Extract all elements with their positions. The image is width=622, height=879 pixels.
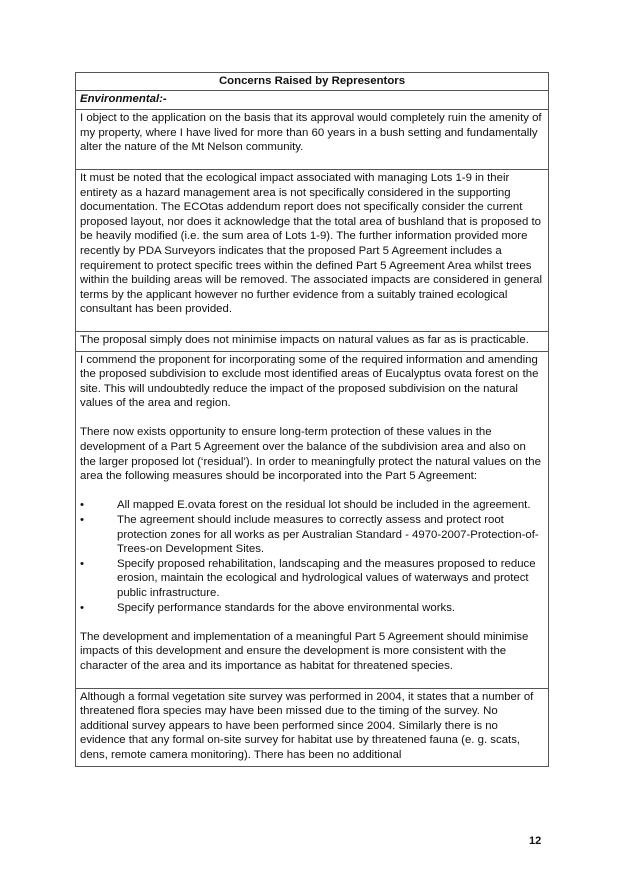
bullet-icon: •: [80, 557, 84, 570]
list-item: [80, 498, 544, 513]
concern-cell-part5-agreement: [76, 351, 549, 688]
list-item: [80, 601, 544, 616]
table-row: [76, 351, 549, 688]
table-row: [76, 90, 549, 110]
list-item-text: Specify proposed rehabilitation, landscaping and the measures proposed to reduce erosion, maintain the ecological and hydrological values of waterways and protect public infrastructure.: [117, 557, 536, 599]
paragraph-development: The development and implementation of a meaningful Part 5 Agreement should minimise impacts of this development and ensure the development is more consistent with the character of the area and its importance as habitat for threatened species.: [80, 630, 529, 672]
table-header: Concerns Raised by Representors: [76, 73, 549, 91]
table-row: [76, 169, 549, 331]
list-item-text: All mapped E.ovata forest on the residual lot should be included in the agreement.: [117, 499, 531, 512]
table-row: [76, 331, 549, 351]
paragraph-opportunity: There now exists opportunity to ensure long-term protection of these values in the development of a Part 5 Agreement over the balance of the subdivision area and also on the larger proposed lot (‘residual’). In order to meaningfully protect the natural values on the area the following measures should be incorporated into the Part 5 Agreement:: [80, 426, 541, 483]
section-label-environmental: Environmental:-: [76, 90, 549, 110]
list-item: [80, 513, 544, 557]
concern-paragraph-ecological-impact: It must be noted that the ecological impact associated with managing Lots 1-9 in their entirety as a hazard management area is not specifically considered in the supporting documentation. The ECOtas addendum report does not specifically consider the current proposed layout, nor does it acknowledge that the total area of bushland that is proposed to be heavily modified (i.e. the sum area of Lots 1-9). The further information provided more recently by PDA Surveyors indicates that the proposed Part 5 Agreement includes a requirement to protect specific trees within the defined Part 5 Agreement Area whilst trees within the building areas will be removed. The associated impacts are considered in general terms by the applicant however no further evidence from a suitably trained ecological consultant has been provided.: [76, 169, 549, 331]
concern-paragraph-survey: Although a formal vegetation site survey was performed in 2004, it states that a number of threatened flora species may have been missed due to the timing of the survey. No additional survey appears to have been performed since 2004. Similarly there is no evidence that any formal on-site survey for habitat use by threatened fauna (e. g. scats, dens, remote camera monitoring). There has been no additional: [76, 688, 549, 766]
paragraph-commend: I commend the proponent for incorporating some of the required information and amending the proposed subdivision to exclude most identified areas of Eucalyptus ovata forest on the site. This will undoubtedly reduce the impact of the proposed subdivision on the natural values of the area and region.: [80, 353, 539, 410]
concern-paragraph-natural-values: The proposal simply does not minimise impacts on natural values as far as is practicable.: [76, 331, 549, 351]
bullet-icon: •: [80, 514, 84, 527]
table-row: [76, 688, 549, 766]
bullet-icon: •: [80, 499, 84, 512]
list-item: [80, 557, 544, 601]
concerns-table: [75, 72, 549, 767]
table-header-row: [76, 73, 549, 91]
bullet-icon: •: [80, 601, 84, 614]
concern-paragraph-amenity: I object to the application on the basis that its approval would completely ruin the amenity of my property, where I have lived for more than 60 years in a bush setting and fundamentally alter the nature of the Mt Nelson community.: [76, 110, 549, 170]
table-row: [76, 110, 549, 170]
list-item-text: The agreement should include measures to correctly assess and protect root protection zones for all works as per Australian Standard - 4970-2007-Protection-of-Trees-on Development Sites.: [117, 514, 539, 556]
list-item-text: Specify performance standards for the above environmental works.: [117, 601, 456, 614]
measures-list: [80, 498, 544, 615]
page-number: 12: [529, 835, 542, 847]
